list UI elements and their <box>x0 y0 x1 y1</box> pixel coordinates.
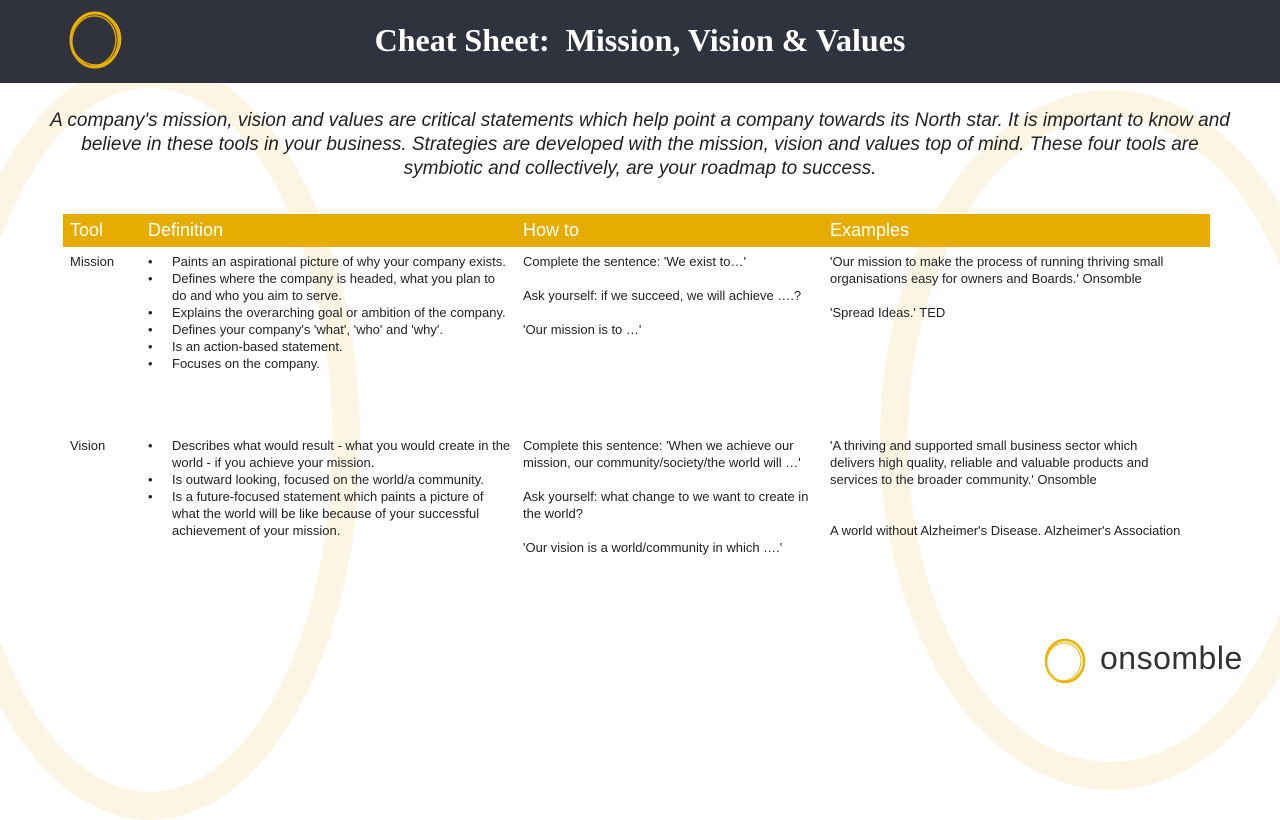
list-item: • Focuses on the company. <box>148 355 513 372</box>
list-item: • Is an action-based statement. <box>148 338 513 355</box>
how-to-cell <box>523 253 818 338</box>
list-item: • Explains the overarching goal or ambition of the company. <box>148 304 513 321</box>
example-item: 'A thriving and supported small business sector which delivers high quality, reliable and valuable products and services to the broader community.' Onsomble <box>830 438 1149 487</box>
list-item: • Is a future-focused statement which paints a picture of what the world will be like because of your successful achievement of your mission. <box>148 488 513 539</box>
list-item: • Paints an aspirational picture of why your company exists. <box>148 253 513 270</box>
how-to-item: Complete the sentence: 'We exist to…' <box>523 254 746 269</box>
tool-name: Vision <box>70 438 106 453</box>
header-examples: Examples <box>830 220 910 240</box>
how-to-item: Ask yourself: if we succeed, we will achieve ….? <box>523 288 802 303</box>
header-tool: Tool <box>70 220 104 240</box>
page-title: Cheat Sheet: Mission, Vision & Values <box>374 22 906 58</box>
list-item: • Describes what would result - what you would create in the world - if you achieve your mission. <box>148 437 513 471</box>
list-item: • Defines where the company is headed, what you plan to do and who you aim to serve. <box>148 270 513 304</box>
example-item: A world without Alzheimer's Disease. Alzheimer's Association <box>830 523 1181 538</box>
how-to-cell <box>523 437 818 556</box>
how-to-item: Ask yourself: what change to we want to create in the world? <box>523 489 809 521</box>
brand-name: onsomble <box>1100 640 1243 676</box>
how-to-item: Complete this sentence: 'When we achieve our mission, our community/society/the world will …' <box>523 438 801 470</box>
list-item: • Is outward looking, focused on the world/a community. <box>148 471 513 488</box>
example-item: 'Spread Ideas.' TED <box>830 305 946 320</box>
how-to-item: 'Our mission is to …' <box>523 322 642 337</box>
header-definition: Definition <box>148 220 224 240</box>
header-how-to: How to <box>523 220 580 240</box>
definition-list <box>148 437 513 539</box>
cheat-sheet-table <box>63 214 1210 555</box>
table-header <box>63 214 1210 247</box>
onsomble-ring-logo-icon <box>1042 637 1088 685</box>
list-item: • Defines your company's 'what', 'who' and 'why'. <box>148 321 513 338</box>
intro-text: A company's mission, vision and values are critical statements which help point a company towards its North star. It is important to know and believe in these tools in your business. Strategies are developed with the mission, vision and values top of mind. These four tools are symbiotic and collectively, are your roadmap to success. <box>50 110 1230 179</box>
examples-cell <box>830 437 1210 539</box>
tool-name: Mission <box>70 254 115 269</box>
definition-list <box>148 253 513 372</box>
example-item: 'Our mission to make the process of running thriving small organisations easy for owners and Boards.' Onsomble <box>830 254 1164 286</box>
header-bar <box>0 0 1280 83</box>
how-to-item: 'Our vision is a world/community in which ….' <box>523 540 783 555</box>
examples-cell <box>830 253 1210 321</box>
